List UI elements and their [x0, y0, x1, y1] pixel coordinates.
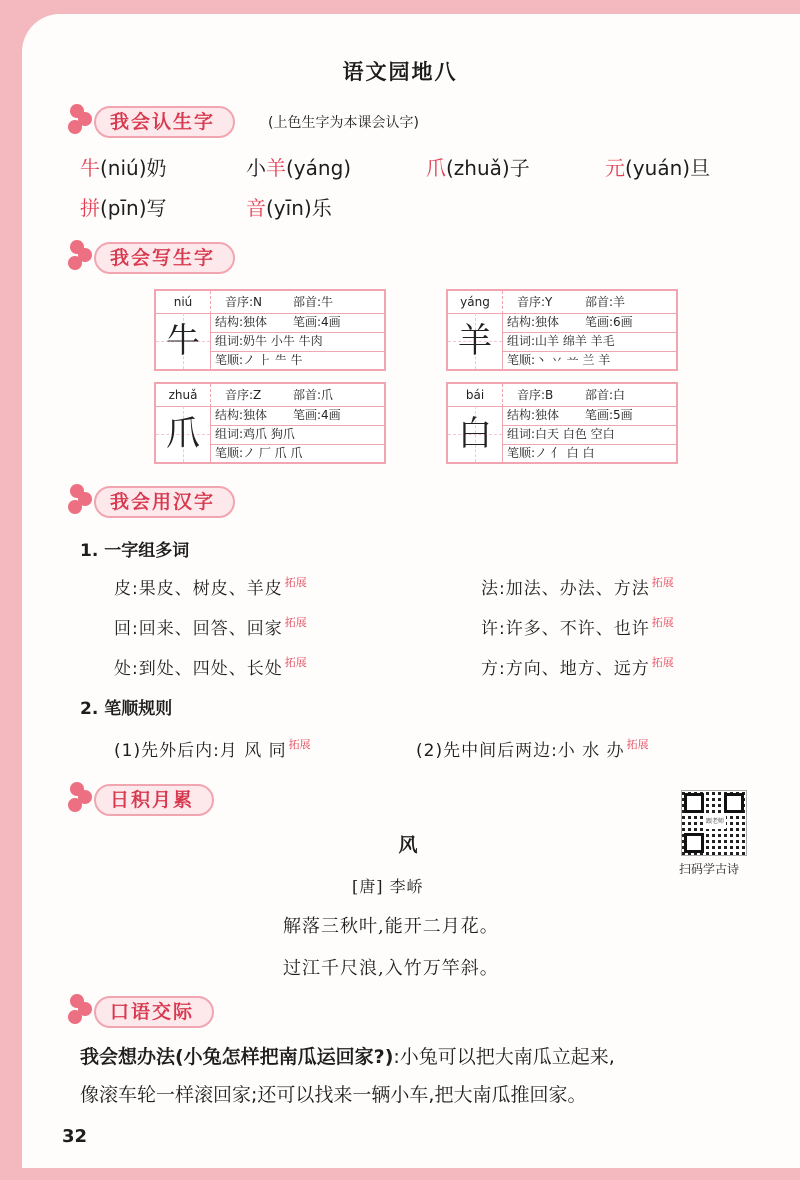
word-group: 法:加法、办法、方法 $^{拓展}$ [481, 576, 674, 599]
section-label: 我会用汉字 [94, 486, 235, 518]
section-label: 我会认生字 [94, 106, 235, 138]
oral-paragraph: 我会想办法(小兔怎样把南瓜运回家?):小兔可以把大南瓜立起来, [80, 1046, 615, 1068]
card-character: 羊 [448, 313, 503, 369]
stroke-rule: (2)先中间后两边:小 水 办 $^{拓展}$ [416, 738, 649, 761]
char-card: zhuǎ 爪 音序:Z 部首:爪 结构:独体 笔画:4画 组词:鸡爪 狗爪 笔顺:ノ 厂 爪 爪 [154, 382, 386, 464]
vocab-item: 牛(niú)奶 [80, 156, 167, 180]
vocab-item: 音(yīn)乐 [246, 196, 332, 220]
vocab-item: 爪(zhuǎ)子 [426, 156, 530, 180]
question-1: 1. 一字组多词 [80, 541, 190, 561]
char-card: bái 白 音序:B 部首:白 结构:独体 笔画:5画 组词:白天 白色 空白 笔顺:ノ 亻 白 白 [446, 382, 678, 464]
question-2: 2. 笔顺规则 [80, 699, 173, 719]
stroke-rule: (1)先外后内:月 风 同 $^{拓展}$ [114, 738, 311, 761]
card-character: 白 [448, 406, 503, 462]
qr-label: 扫码学古诗 [679, 862, 740, 876]
poem-line: 过江千尺浪,入竹万竿斜。 [283, 958, 499, 979]
page-number: 32 [62, 1126, 88, 1147]
poem-author: [唐] 李峤 [352, 877, 424, 896]
word-group: 皮:果皮、树皮、羊皮 $^{拓展}$ [114, 576, 307, 599]
word-group: 许:许多、不许、也许 $^{拓展}$ [481, 616, 674, 639]
poem-line: 解落三秋叶,能开二月花。 [283, 916, 499, 937]
page-title: 语文园地八 [342, 60, 458, 84]
card-character: 牛 [156, 313, 211, 369]
vocab-item: 元(yuán)旦 [605, 156, 711, 180]
card-pinyin: bái [448, 384, 503, 407]
oral-paragraph: 像滚车轮一样滚回家;还可以找来一辆小车,把大南瓜推回家。 [80, 1084, 587, 1106]
char-card: niú 牛 音序:N 部首:牛 结构:独体 笔画:4画 组词:奶牛 小牛 牛肉 笔顺:ノ ⺊ ⺧ 牛 [154, 289, 386, 371]
recognize-note: (上色生字为本课会认字) [268, 115, 419, 131]
card-character: 爪 [156, 406, 211, 462]
section-label: 口语交际 [94, 996, 214, 1028]
card-pinyin: yáng [448, 291, 503, 314]
poem-title: 风 [398, 834, 418, 856]
section-label: 我会写生字 [94, 242, 235, 274]
word-group: 回:回来、回答、回家 $^{拓展}$ [114, 616, 307, 639]
char-card: yáng 羊 音序:Y 部首:羊 结构:独体 笔画:6画 组词:山羊 绵羊 羊毛 笔顺:丶 丷 䒑 兰 羊 [446, 289, 678, 371]
card-pinyin: niú [156, 291, 211, 314]
vocab-item: 小羊(yáng) [246, 156, 352, 180]
word-group: 方:方向、地方、远方 $^{拓展}$ [481, 656, 674, 679]
section-label: 日积月累 [94, 784, 214, 816]
card-pinyin: zhuǎ [156, 384, 211, 407]
vocab-item: 拼(pīn)写 [80, 196, 167, 220]
word-group: 处:到处、四处、长处 $^{拓展}$ [114, 656, 307, 679]
qr-center-label: 跟老师 [704, 815, 726, 829]
